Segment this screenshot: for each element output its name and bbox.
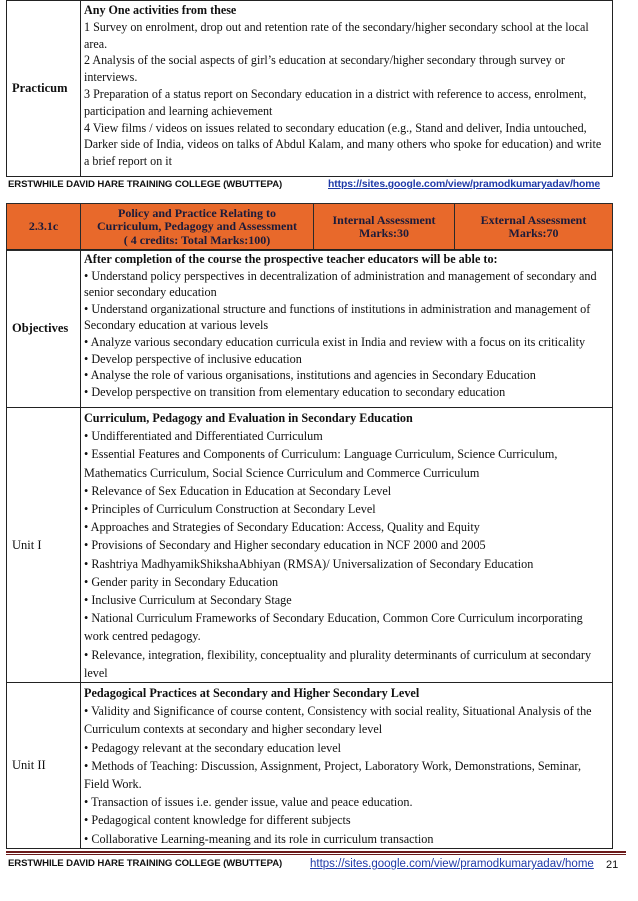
page-footer	[8, 858, 628, 869]
page-number: 21	[606, 859, 619, 871]
unit1-item: • Relevance, integration, flexibility, conceptuality and plurality determinants of curriculum at secondary level	[84, 647, 592, 680]
course-credits: ( 4 credits: Total Marks:100)	[123, 232, 271, 247]
syllabus-table	[6, 249, 613, 849]
objectives-content	[81, 250, 613, 408]
unit1-item: • Gender parity in Secondary Education	[84, 574, 279, 589]
external-assessment	[455, 204, 613, 251]
objectives-row	[7, 250, 613, 408]
unit1-item: • Principles of Curriculum Construction at Secondary Level	[84, 502, 376, 517]
objective-item: • Analyze various secondary education curricula exist in India and review with a focus on its criticality	[84, 334, 586, 349]
unit1-item: • Provisions of Secondary and Higher secondary education in NCF 2000 and 2005	[84, 538, 486, 553]
unit1-item: • Undifferentiated and Differentiated Curriculum	[84, 429, 323, 444]
college-url-link[interactable]: https://sites.google.com/view/pramodkumaryadav/home	[328, 179, 601, 190]
objective-item: • Analyse the role of various organisations, institutions and agencies in Secondary Education	[84, 368, 536, 383]
unit2-heading: Pedagogical Practices at Secondary and Higher Secondary Level	[84, 686, 420, 701]
practicum-item: 2 Analysis of the social aspects of girl’s education at secondary/higher secondary through survey or interviews.	[84, 53, 565, 85]
objectives-label: Objectives	[7, 250, 81, 408]
practicum-row	[7, 1, 613, 177]
practicum-heading: Any One activities from these	[84, 3, 237, 17]
course-code: 2.3.1c	[7, 204, 81, 251]
unit1-label: Unit I	[7, 408, 81, 683]
course-title-line: Policy and Practice Relating to	[118, 206, 276, 221]
unit2-item: • Pedagogy relevant at the secondary education level	[84, 740, 342, 755]
unit2-item: • Pedagogical content knowledge for different subjects	[84, 813, 351, 828]
unit1-item: • Approaches and Strategies of Secondary Education: Access, Quality and Equity	[84, 520, 480, 535]
internal-assessment-marks: Marks:30	[359, 226, 409, 240]
practicum-content	[81, 1, 613, 177]
objective-item: • Understand policy perspectives in decentralization of administration and management of secondary and senior secondary education	[84, 268, 597, 300]
unit2-item: • Validity and Significance of course content, Consistency with social reality, Situational Analysis of the Curriculum contexts at secondary and higher secondary level	[84, 704, 592, 737]
unit1-content	[81, 408, 613, 683]
practicum-table	[6, 0, 613, 177]
practicum-label: Practicum	[7, 1, 81, 177]
college-name: ERSTWHILE DAVID HARE TRAINING COLLEGE (WBUTTEPA)	[8, 179, 283, 190]
external-assessment-marks: Marks:70	[508, 226, 559, 240]
unit1-row	[7, 408, 613, 683]
unit1-heading: Curriculum, Pedagogy and Evaluation in Secondary Education	[84, 411, 413, 425]
objectives-heading: After completion of the course the prospective teacher educators will be able to:	[84, 252, 498, 266]
unit1-item: • Essential Features and Components of Curriculum: Language Curriculum, Science Curriculum, Mathematics Curriculum, Social Science Curriculum and Commerce Curriculum	[84, 447, 558, 480]
internal-assessment	[314, 204, 455, 251]
footer-college-name: ERSTWHILE DAVID HARE TRAINING COLLEGE (WBUTTEPA)	[8, 858, 283, 869]
course-header-table	[6, 203, 613, 251]
internal-assessment-label: Internal Assessment	[332, 212, 436, 227]
unit1-item: • Relevance of Sex Education in Education at Secondary Level	[84, 483, 392, 498]
unit2-label: Unit II	[7, 683, 81, 849]
unit1-item: • National Curriculum Frameworks of Secondary Education, Common Core Curriculum incorporating work centred pedagogy.	[84, 611, 583, 644]
practicum-item: 4 View films / videos on issues related to secondary education (e.g., Stand and deliver, India untouched, Darker side of India, videos on talks of Abdul Kalam, and many others who spoke for education) and write a brief report on it	[84, 120, 602, 169]
practicum-item: 1 Survey on enrolment, drop out and retention rate of the secondary/higher secondary school at the local area.	[84, 19, 589, 51]
objective-item: • Understand organizational structure and functions of institutions in administration and management of Secondary education at various levels	[84, 301, 591, 333]
footer-rule	[6, 851, 626, 853]
unit2-row	[7, 683, 613, 849]
external-assessment-label: External Assessment	[480, 212, 587, 227]
objective-item: • Develop perspective on transition from elementary education to secondary education	[84, 384, 506, 399]
unit2-item: • Collaborative Learning-meaning and its role in curriculum transaction	[84, 831, 434, 846]
unit2-item: • Methods of Teaching: Discussion, Assignment, Project, Laboratory Work, Demonstrations, Seminar, Field Work.	[84, 758, 582, 792]
course-title-line: Curriculum, Pedagogy and Assessment	[96, 219, 297, 234]
course-title	[81, 204, 314, 251]
footer-url-link[interactable]: https://sites.google.com/view/pramodkumaryadav/home	[310, 858, 594, 870]
unit2-content	[81, 683, 613, 849]
practicum-item: 3 Preparation of a status report on Secondary education in a district with reference to access, enrolment, participation and learning achievement	[84, 86, 587, 118]
objective-item: • Develop perspective of inclusive education	[84, 351, 302, 366]
unit1-item: • Rashtriya MadhyamikShikshaAbhiyan (RMSA)/ Universalization of Secondary Education	[84, 556, 534, 571]
unit2-item: • Transaction of issues i.e. gender issue, value and peace education.	[84, 795, 413, 810]
footer-rule-thin	[6, 854, 626, 855]
course-header-row	[7, 204, 613, 251]
unit1-item: • Inclusive Curriculum at Secondary Stage	[84, 593, 292, 608]
college-header-band	[8, 179, 628, 190]
